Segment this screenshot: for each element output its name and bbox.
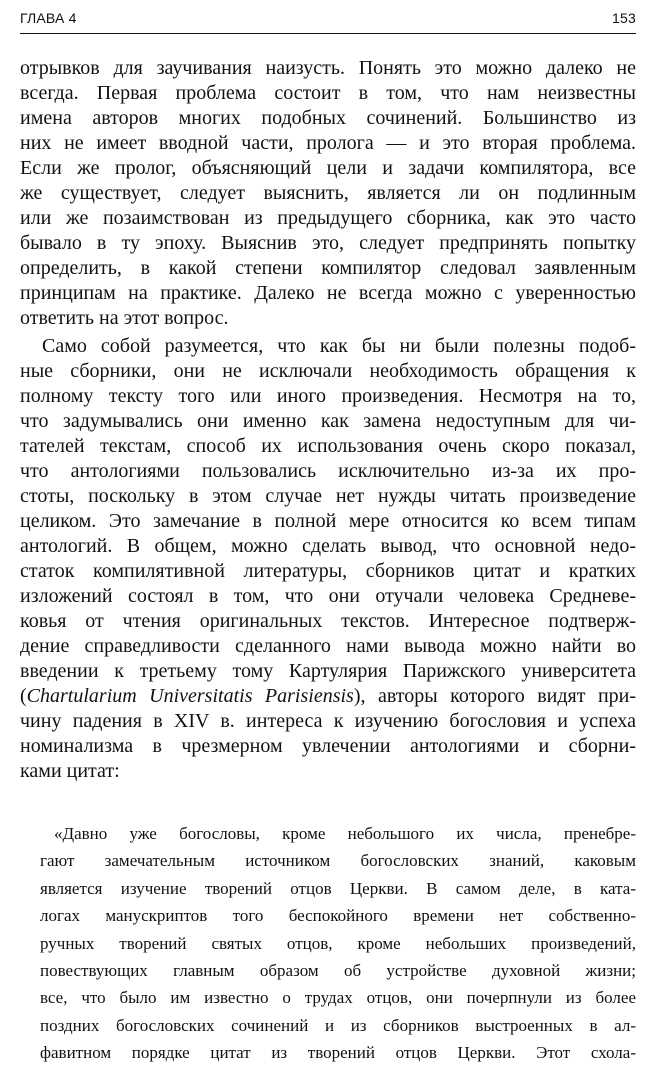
open-paren: ( bbox=[20, 685, 27, 707]
header-rule bbox=[20, 33, 636, 34]
quote-line: повествующих главным образом об устройстве духовной жизни; bbox=[40, 961, 636, 981]
quote-line: все, что было им известно о трудах отцов, они почерпнули из более bbox=[40, 988, 636, 1008]
text-line: стоты, поскольку в этом случае нет нужды читать произведение bbox=[20, 485, 636, 507]
text-line: чину падения в XIV в. интереса к изучению богословия и успеха bbox=[20, 710, 636, 732]
line-rest: ), авторы которого видят при- bbox=[353, 685, 637, 707]
quote-line: «Давно уже богословы, кроме небольшого их числа, пренебре- bbox=[54, 824, 636, 843]
text-line: бывало в ту эпоху. Выяснив это, следует предпринять попытку bbox=[20, 232, 636, 254]
quote-line: фавитном порядке цитат из творений отцов Церкви. Этот схола- bbox=[40, 1043, 636, 1063]
text-line: изложений состоял в том, что они отучали человека Средневе- bbox=[20, 585, 636, 607]
text-line: принципам на практике. Далеко не всегда можно с уверенностью bbox=[20, 282, 636, 304]
quote-line: гают замечательным источником богословских знаний, каковым bbox=[40, 851, 636, 871]
block-quote bbox=[40, 820, 636, 1067]
latin-title: Chartularium Universitatis Parisiensis bbox=[26, 685, 354, 707]
chapter-title: ГЛАВА 4 bbox=[20, 10, 77, 26]
quote-line: ручных творений святых отцов, кроме небольших произведений, bbox=[40, 933, 636, 953]
page-number: 153 bbox=[612, 10, 636, 26]
text-line: Само собой разумеется, что как бы ни были полезны подоб- bbox=[42, 335, 636, 357]
text-line: или же позаимствован из предыдущего сборника, как это часто bbox=[20, 207, 636, 229]
text-line: определить, в какой степени компилятор следовал заявленным bbox=[20, 257, 636, 279]
text-line: отрывков для заучивания наизусть. Понять это можно далеко не bbox=[20, 57, 636, 79]
text-line: них не имеет вводной части, пролога — и это вторая проблема. bbox=[20, 132, 636, 154]
text-line: ковья от чтения оригинальных текстов. Интересное подтверж- bbox=[20, 610, 636, 632]
quote-line: поздних богословских сочинений и из сборников выстроенных в ал- bbox=[40, 1015, 636, 1035]
text-line: ками цитат: bbox=[20, 760, 120, 782]
text-line: статок компилятивной литературы, сборников цитат и кратких bbox=[20, 560, 636, 582]
text-line: имена авторов многих подобных сочинений. Большинство из bbox=[20, 107, 636, 129]
text-line: номинализма в чрезмерном увлечении антологиями и сборни- bbox=[20, 735, 636, 757]
text-line: что задумывались они именно как замена недоступным для чи- bbox=[20, 410, 636, 432]
text-line-with-latin-title bbox=[20, 684, 636, 709]
text-line: ные сборники, они не исключали необходимость обращения к bbox=[20, 360, 636, 382]
text-line: полному тексту того или иного произведения. Несмотря на то, bbox=[20, 385, 636, 407]
quote-line: логах манускриптов того беспокойного времени нет собственно- bbox=[40, 906, 636, 926]
text-line: Если же пролог, объясняющий цели и задачи компилятора, все bbox=[20, 157, 636, 179]
text-line: же существует, следует выяснить, является ли он подлинным bbox=[20, 182, 636, 204]
text-line: всегда. Первая проблема состоит в том, что нам неизвестны bbox=[20, 82, 636, 104]
quote-line: является изучение творений отцов Церкви. В самом деле, в ката- bbox=[40, 878, 636, 898]
text-line: целиком. Это замечание в полной мере относится ко всем типам bbox=[20, 510, 636, 532]
text-line: тателей текстам, способ их использования очень скоро показал, bbox=[20, 435, 636, 457]
text-line: антологий. В общем, можно сделать вывод, что основной недо- bbox=[20, 535, 636, 557]
text-line: ответить на этот вопрос. bbox=[20, 307, 229, 329]
text-line: введении к третьему тому Картулярия Парижского университета bbox=[20, 660, 636, 682]
running-head bbox=[20, 10, 636, 30]
text-line: что антологиями пользовались исключительно из-за их про- bbox=[20, 460, 636, 482]
body-text bbox=[20, 56, 636, 784]
text-line: дение справедливости сделанного нами вывода можно найти во bbox=[20, 635, 636, 657]
